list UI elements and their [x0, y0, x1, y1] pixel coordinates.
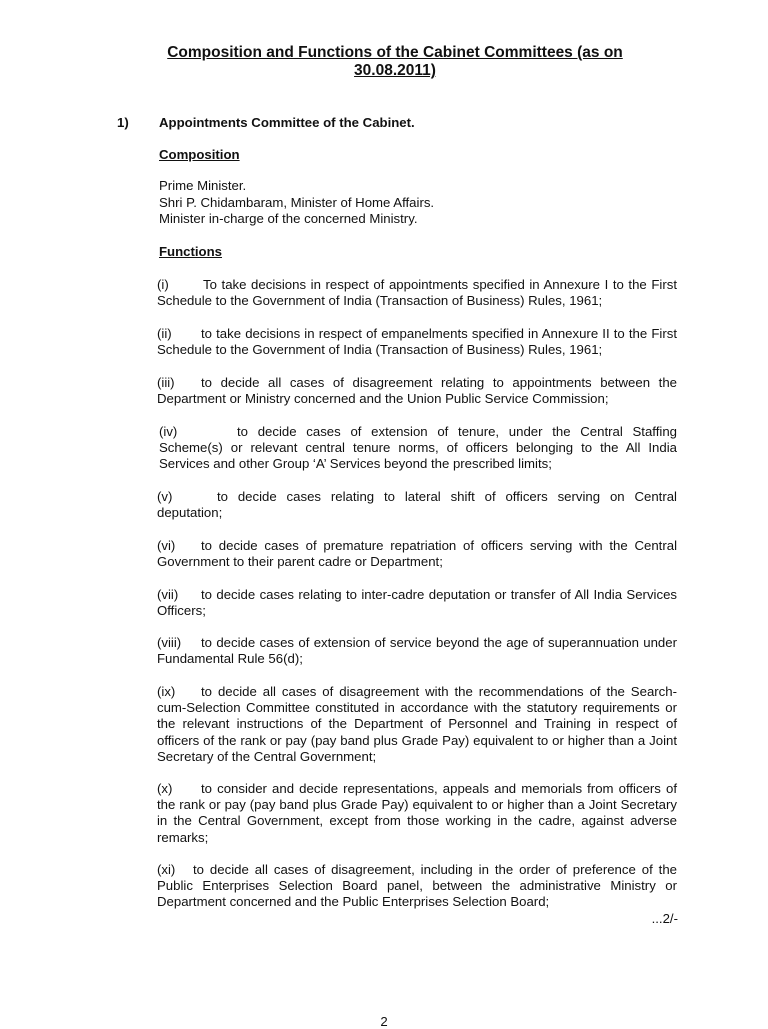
function-text: to consider and decide representations, appeals and memorials from officers of the rank or pay (pay band plus Grade Pay) equivalent to or higher than a Joint Secretary in the Central Government, except from those working in the cadre, against adverse remarks; — [157, 781, 677, 845]
function-number: (iv) — [159, 424, 178, 439]
function-number: (v) — [157, 489, 173, 504]
document-title: Composition and Functions of the Cabinet Committees (as on 30.08.2011) — [167, 44, 623, 79]
function-text: to decide all cases of disagreement, including in the order of preference of the Public Enterprises Selection Board panel, between the administrative Ministry or Department concerned and the Public Enterprises Selection Board; — [157, 862, 677, 910]
function-text: to decide cases of extension of service beyond the age of superannuation under Fundamental Rule 56(d); — [157, 635, 677, 667]
function-item — [157, 375, 677, 407]
function-text: to decide cases of premature repatriation of officers serving with the Central Government to their parent cadre or Department; — [157, 538, 677, 570]
composition-item: Minister in-charge of the concerned Ministry. — [159, 211, 418, 226]
continuation-mark: ...2/- — [651, 911, 678, 926]
composition-list — [159, 178, 434, 228]
composition-item: Prime Minister. — [159, 178, 247, 193]
function-number: (xi) — [157, 862, 176, 877]
function-number: (vi) — [157, 538, 176, 553]
function-text: to decide all cases of disagreement with the recommendations of the Search-cum-Selection Committee constituted in accordance with the statutory requirements or the relevant instructions of the Department of Personnel and Training in respect of officers of the rank or pay (pay band plus Grade Pay) equivalent to or higher than a Joint Secretary of the Central Government; — [157, 684, 677, 764]
function-item — [157, 489, 677, 521]
function-item — [159, 424, 677, 473]
function-item — [157, 326, 677, 358]
function-item — [157, 277, 677, 309]
function-item — [157, 684, 677, 765]
function-number: (ii) — [157, 326, 172, 341]
function-number: (x) — [157, 781, 173, 796]
function-text: to take decisions in respect of empanelments specified in Annexure II to the First Schedule to the Government of India (Transaction of Business) Rules, 1961; — [157, 326, 677, 358]
function-text: To take decisions in respect of appointments specified in Annexure I to the First Schedule to the Government of India (Transaction of Business) Rules, 1961; — [157, 277, 677, 309]
functions-heading: Functions — [159, 244, 223, 259]
function-number: (viii) — [157, 635, 182, 650]
function-number: (ix) — [157, 684, 176, 699]
function-text: to decide all cases of disagreement relating to appointments between the Department or Ministry concerned and the Union Public Service Commission; — [157, 375, 677, 407]
function-number: (i) — [157, 277, 169, 292]
function-text: to decide cases relating to inter-cadre deputation or transfer of All India Services Officers; — [157, 587, 677, 619]
function-number: (vii) — [157, 587, 179, 602]
function-text: to decide cases relating to lateral shift of officers serving on Central deputation; — [157, 489, 677, 521]
composition-item: Shri P. Chidambaram, Minister of Home Affairs. — [159, 194, 435, 210]
function-item — [157, 538, 677, 570]
function-item — [157, 862, 677, 911]
section-number: 1) — [117, 115, 129, 130]
page-number: 2 — [380, 1014, 388, 1029]
function-item — [157, 587, 677, 619]
function-number: (iii) — [157, 375, 175, 390]
composition-heading: Composition — [159, 147, 240, 162]
function-item — [157, 635, 677, 667]
section-title: Appointments Committee of the Cabinet. — [159, 115, 415, 130]
function-item — [157, 781, 677, 846]
function-text: to decide cases of extension of tenure, under the Central Staffing Scheme(s) or relevant central tenure norms, of officers belonging to the All India Services and other Group ‘A’ Services beyond the prescribed limits; — [159, 424, 677, 472]
